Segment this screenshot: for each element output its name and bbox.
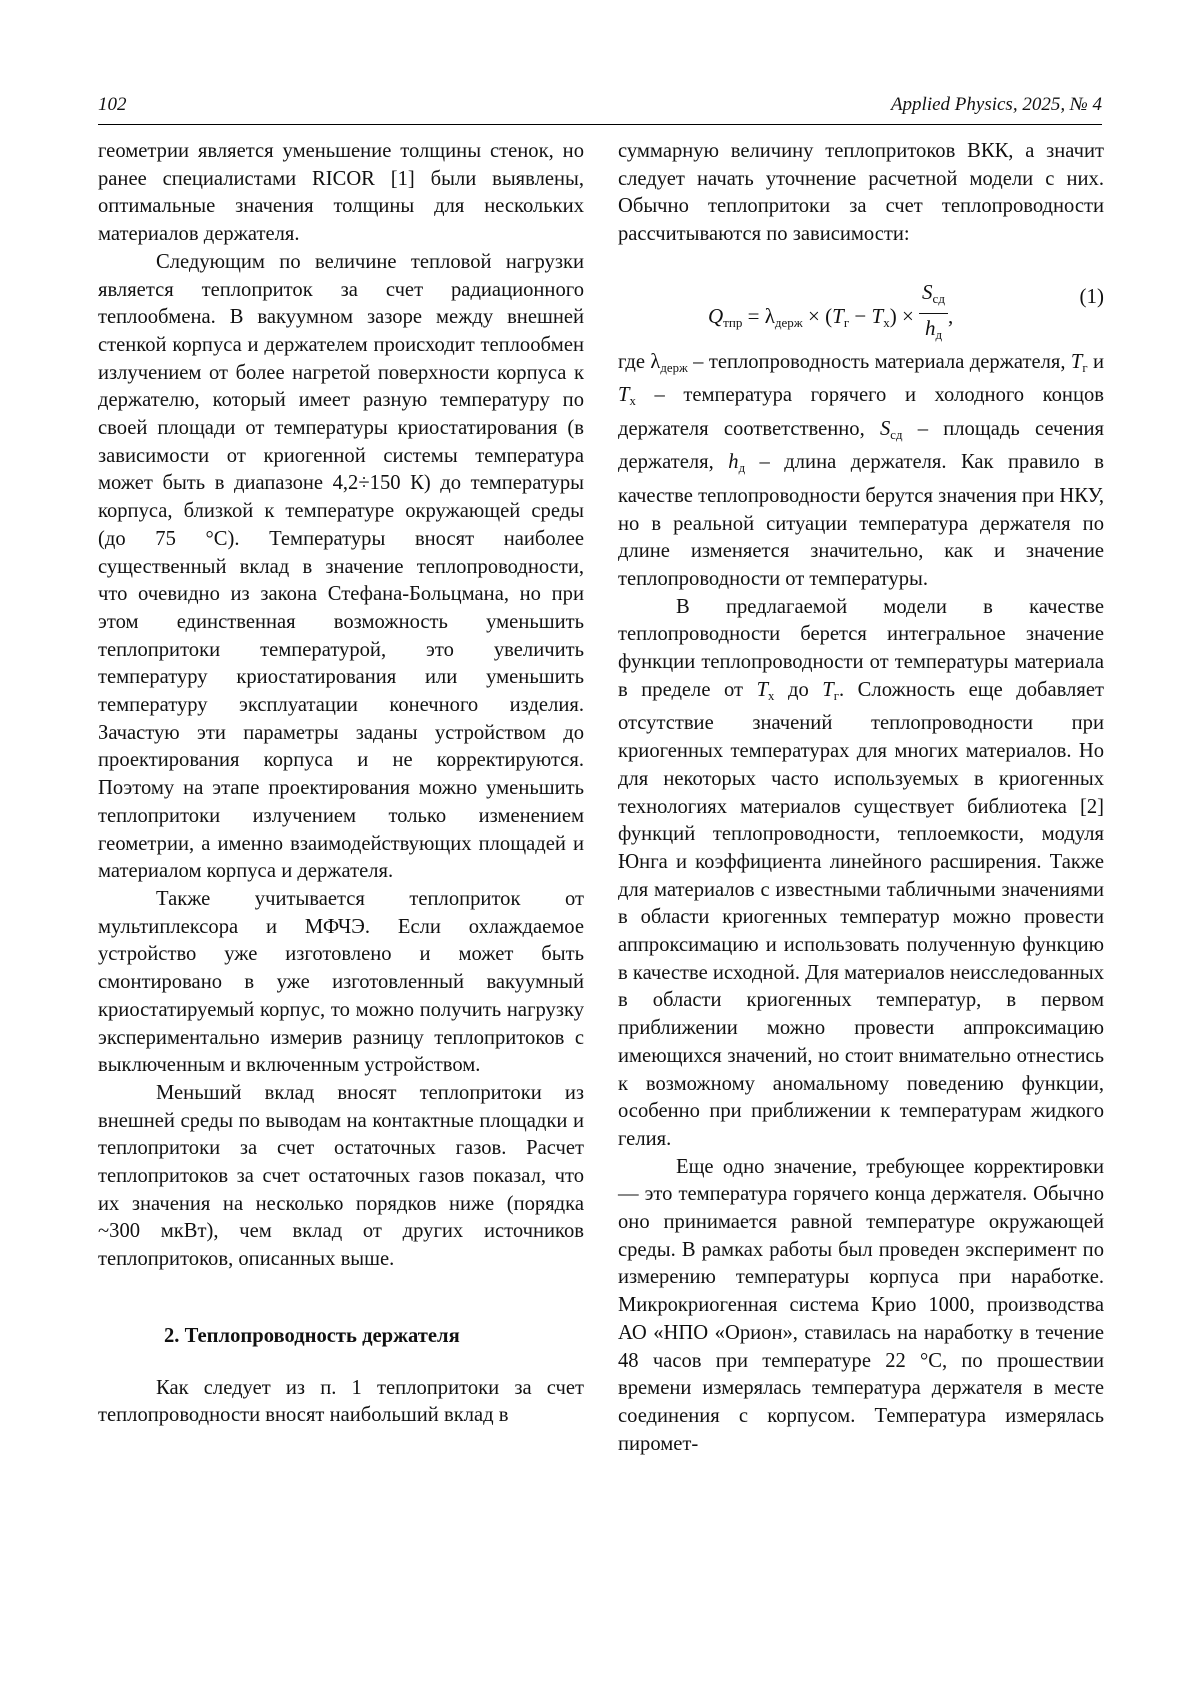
paragraph: Также учитывается теплоприток от мультиплексора и МФЧЭ. Если охлаждаемое устройство уже изготовлено и может быть смонтировано в уже изготовленный вакуумный криостатируемый корпус, то можно получить нагрузку экспериментально измерив разницу теплопритоков с выключенным и включенным устройством. (98, 887, 584, 1077)
paragraph: Еще одно значение, требующее корректировки — это температура горячего конца держателя. Обычно оно принимается равной температуре окружающей среды. В рамках работы был проведен эксперимент по измерению температуры корпуса при наработке. Микрокриогенная система Крио 1000, производства АО «НПО «Орион», ставилась на наработку в течение 48 часов при температуре 22 °С, по прошествии времени измерялась температура держателя в месте соединения с корпусом. Температура измерялась пиромет- (618, 1155, 1104, 1455)
paragraph: Как следует из п. 1 теплопритоки за счет теплопроводности вносят наибольший вклад в (98, 1376, 584, 1427)
fraction: $\frac{S_{сд}}{h_д}$ (919, 279, 948, 349)
equation-expression: $Q_{тпр} = \lambda_{держ} \times (T_г - T_х)$ × $\frac{S_{сд}}{h_д}$ , (708, 283, 953, 353)
paragraph: Меньший вклад вносят теплопритоки из внешней среды по выводам на контактные площадки и теплопритоки за счет остаточных газов. Расчет теплопритоков за счет остаточных газов показал, что их значения на несколько порядков ниже (порядка ~300 мкВт), чем вклад от других источников теплопритоков, описанных выше. (98, 1081, 584, 1271)
right-column (618, 138, 1104, 1458)
paragraph: где $\lambda_{держ}$ – теплопроводность материала держателя, $T_г$ и $T_х$ – температура горячего и холодного концов держателя соответственно, $S_{сд}$ – площадь сечения держателя, $h_д$ – длина держателя. Как правило в качестве теплопроводности берутся значения при НКУ, но в реальной ситуации температура держателя по длине изменяется значительно, как и значение теплопроводности от температуры. (618, 350, 1105, 591)
left-column (98, 138, 584, 1430)
section-heading: 2. Теплопроводность держателя (164, 1324, 460, 1347)
paragraph: В предлагаемой модели в качестве теплопроводности берется интегральное значение функции теплопроводности от температуры материала в пределе от $T_х$ до $T_г$. Сложность еще добавляет отсутствие значений теплопроводности при криогенных температурах для многих материалов. Но для некоторых часто используемых в криогенных технологиях материалов существует библиотека [2] функций теплопроводности, теплоемкости, модуля Юнга и коэффициента линейного расширения. Также для материалов с известными табличными значениями в области криогенных температур можно провести аппроксимацию и использовать полученную функцию в качестве исходной. Для материалов неисследованных в области криогенных температур, в первом приближении можно провести аппроксимацию имеющихся значений, но стоит внимательно отнестись к возможному аномальному поведению функции, особенно при приближении к температурам жидкого гелия. (618, 595, 1105, 1150)
paragraph: Следующим по величине тепловой нагрузки является теплоприток за счет радиационного теплообмена. В вакуумном зазоре между внешней стенкой корпуса и держателем происходит теплообмен излучением от более нагретой поверхности корпуса к держателю, который имеет разную температуру по своей площади от температуры криостатирования (в зависимости от криогенной системы температура может быть в диапазоне 4,2÷150 К) до температуры корпуса, близкой к температуре окружающей среды (до 75 °С). Температуры вносят наиболее существенный вклад в значение теплопроводности, что очевидно из закона Стефана-Больцмана, но при этом единственная возможность уменьшить теплопритоки температурой, это увеличить температуру криостатирования или уменьшить температуру эксплуатации конечного изделия. Зачастую эти параметры заданы устройством до проектирования корпуса и не корректируются. Поэтому на этапе проектирования можно уменьшить теплопритоки излучением только изменением геометрии, а именно взаимодействующих площадей и материалом корпуса и держателя. (98, 250, 584, 883)
equation-number: (1) (1079, 283, 1104, 308)
page-number: 102 (98, 94, 127, 115)
journal-name: Applied Physics, 2025, № 4 (890, 94, 1102, 115)
paragraph: геометрии является уменьшение толщины стенок, но ранее специалистами RICOR [1] были выявлены, оптимальные значения толщины для нескольких материалов держателя. (98, 140, 584, 246)
paragraph: суммарную величину теплопритоков ВКК, а значит следует начать уточнение расчетной модели с них. Обычно теплопритоки за счет теплопроводности рассчитываются по зависимости: (618, 140, 1104, 246)
page-header (98, 94, 1102, 125)
equation-1 (618, 257, 1104, 345)
